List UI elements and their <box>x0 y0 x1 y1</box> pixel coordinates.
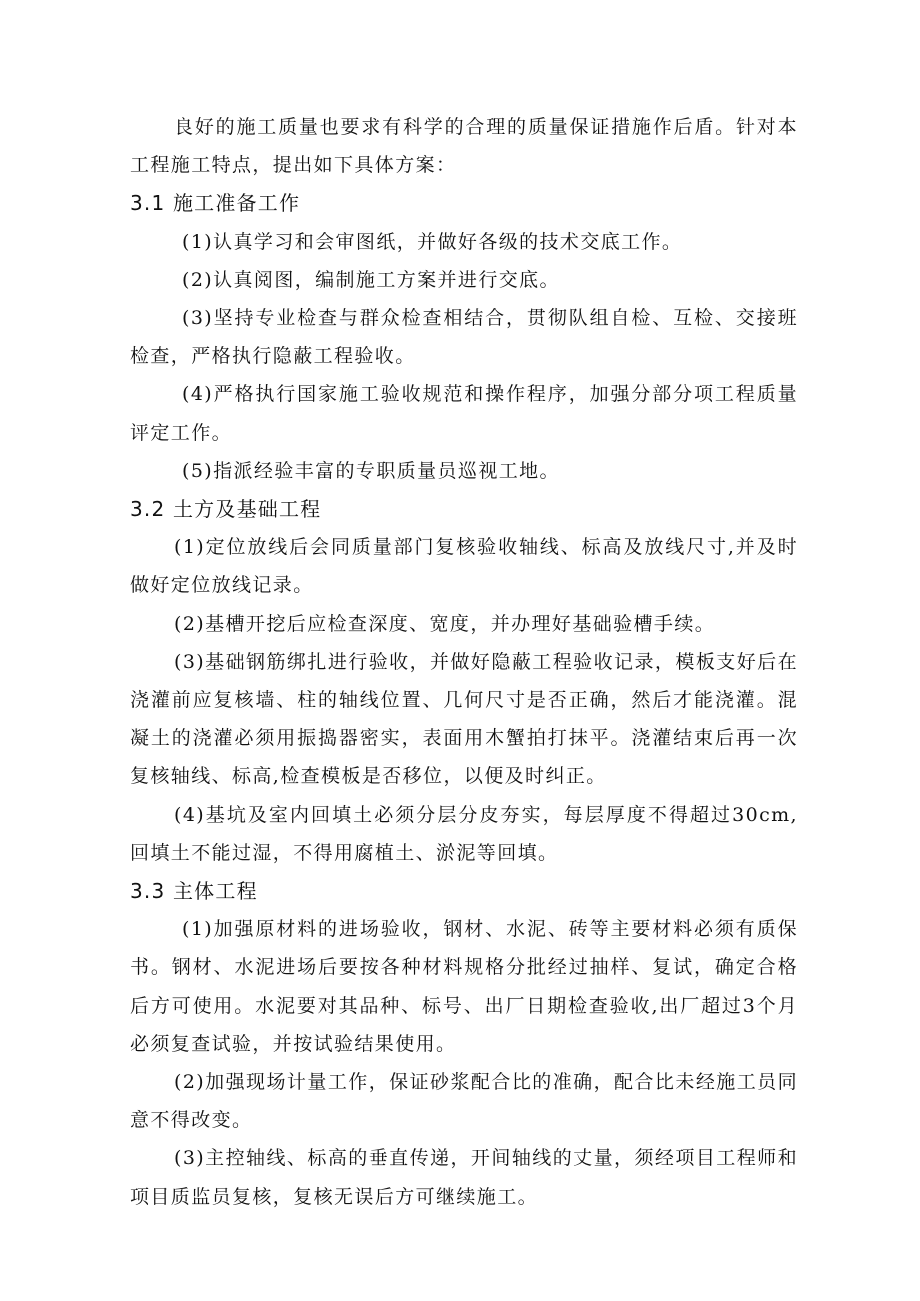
section-3-2-item-1: (1)定位放线后会同质量部门复核验收轴线、标高及放线尺寸,并及时做好定位放线记录。 <box>130 536 798 597</box>
section-heading-3-2: 3.2 土方及基础工程 <box>130 497 322 522</box>
section-3-3-item-1: (1)加强原材料的进场验收，钢材、水泥、砖等主要材料必须有质保书。钢材、水泥进场后要按各种材料规格分批经过抽样、复试，确定合格后方可使用。水泥要对其品种、标号、出厂日期检查验收,出厂超过3个月必须复查试验，并按试验结果使用。 <box>130 918 798 1055</box>
section-3-3-item-2: (2)加强现场计量工作，保证砂浆配合比的准确，配合比未经施工员同意不得改变。 <box>130 1071 798 1132</box>
section-3-2-item-2: (2)基槽开挖后应检查深度、宽度，并办理好基础验槽手续。 <box>174 612 716 635</box>
section-3-1-item-4: (4)严格执行国家施工验收规范和操作程序，加强分部分项工程质量评定工作。 <box>130 383 798 444</box>
section-3-1-item-2: (2)认真阅图，编制施工方案并进行交底。 <box>182 268 560 291</box>
section-heading-3-3: 3.3 主体工程 <box>130 879 258 904</box>
intro-paragraph: 良好的施工质量也要求有科学的合理的质量保证措施作后盾。针对本工程施工特点，提出如下具体方案： <box>130 116 798 177</box>
section-3-2-item-4: (4)基坑及室内回填土必须分层分皮夯实，每层厚度不得超过30cm,回填土不能过湿，不得用腐植土、淤泥等回填。 <box>130 803 798 864</box>
section-3-1-item-1: (1)认真学习和会审图纸，并做好各级的技术交底工作。 <box>182 230 683 253</box>
section-3-1-item-3: (3)坚持专业检查与群众检查相结合，贯彻队组自检、互检、交接班检查，严格执行隐蔽工程验收。 <box>130 307 798 368</box>
section-3-1-item-5: (5)指派经验丰富的专职质量员巡视工地。 <box>182 459 560 482</box>
section-heading-3-1: 3.1 施工准备工作 <box>130 191 301 216</box>
document-body <box>130 108 798 1216</box>
section-3-2-item-3: (3)基础钢筋绑扎进行验收，并做好隐蔽工程验收记录，模板支好后在浇灌前应复核墙、柱的轴线位置、几何尺寸是否正确，然后才能浇灌。混凝土的浇灌必须用振捣器密实，表面用木蟹拍打抹平。浇灌结束后再一次复核轴线、标高,检查模板是否移位，以便及时纠正。 <box>130 650 798 788</box>
section-3-3-item-3: (3)主控轴线、标高的垂直传递，开间轴线的丈量，须经项目工程师和项目质监员复核，复核无误后方可继续施工。 <box>130 1147 798 1208</box>
